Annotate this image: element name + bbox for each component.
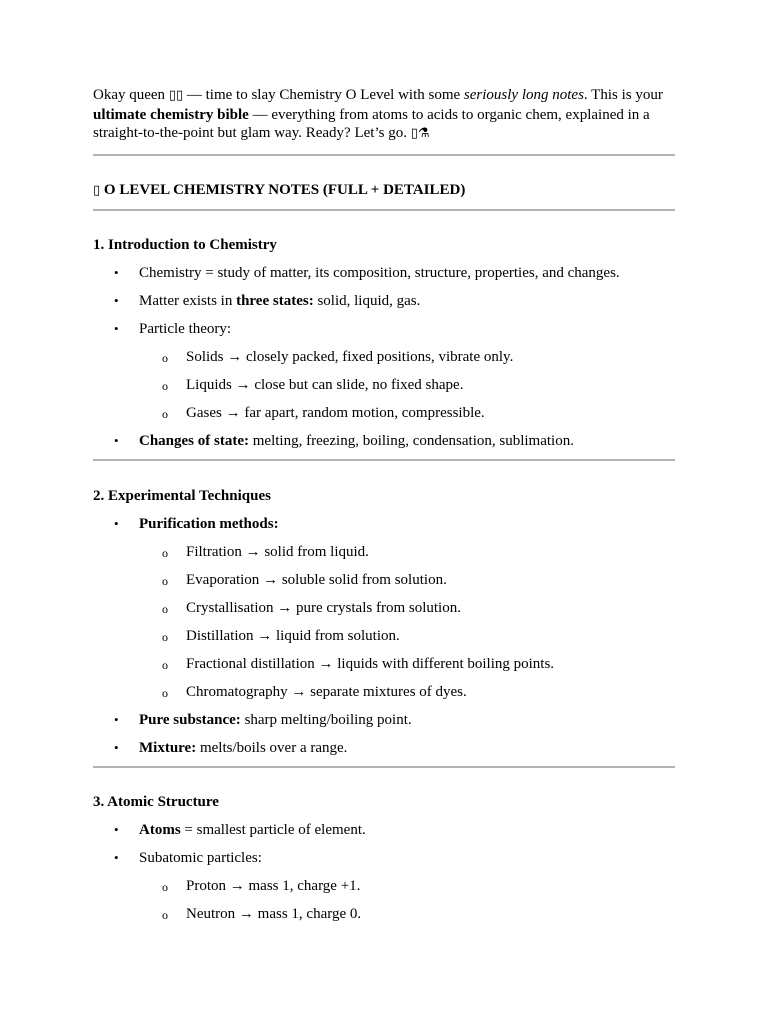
term: Solids [186,348,224,365]
intro-bold-text: ultimate chemistry bible [93,106,249,123]
intro-text: . This is your [583,87,663,103]
sub-list-item [93,877,675,895]
divider [93,766,675,768]
intro-text: — time to slay Chemistry O Level with some [183,87,464,103]
item-bold-text: Mixture: [139,739,197,756]
sub-bullet-icon: o [162,657,168,672]
sub-bullet-icon: o [162,879,168,894]
sub-list [139,543,675,701]
sub-list [139,877,675,923]
arrow-icon: → [235,376,251,393]
item-bold-text: Changes of state: [139,432,249,449]
term: Distillation [186,627,254,644]
list-item [93,515,675,701]
definition: far apart, random motion, compressible. [244,404,485,421]
arrow-icon: → [263,571,279,588]
term: Gases [186,404,222,421]
list-item [93,432,675,450]
list-item [93,711,675,729]
sub-list-item [93,543,675,561]
section-heading: 3. Atomic Structure [93,793,219,810]
intro-italic-text: seriously long notes [463,87,584,103]
document-page [93,86,675,923]
section-heading: 1. Introduction to Chemistry [93,236,277,253]
bullet-icon: • [114,515,119,531]
bullet-icon: • [114,739,119,755]
intro-paragraph [93,86,675,144]
arrow-icon: → [238,905,254,922]
bullet-icon: • [114,264,119,280]
sub-bullet-icon: o [162,406,168,421]
sub-list-item [93,348,675,366]
sub-bullet-icon: o [162,601,168,616]
sub-list-item [93,376,675,394]
item-text: melts/boils over a range. [196,739,348,756]
sub-list-item [93,599,675,617]
term: Chromatography [186,683,288,700]
sub-bullet-icon: o [162,907,168,922]
section-heading: 2. Experimental Techniques [93,487,271,504]
definition: close but can slide, no fixed shape. [254,376,464,393]
item-text: Matter exists in [139,292,237,309]
item-bold-text: Atoms [139,821,181,838]
term: Fractional distillation [186,655,315,672]
sub-bullet-icon: o [162,629,168,644]
item-text: sharp melting/boiling point. [240,711,412,728]
flask-emoji-icon: ▯⚗ [410,126,430,141]
term: Neutron [186,905,236,922]
definition: solid from liquid. [264,543,369,560]
arrow-icon: → [227,348,243,365]
item-bold-text: Pure substance: [139,711,241,728]
item-bold-text: Purification methods: [139,515,279,532]
definition: separate mixtures of dyes. [310,683,467,700]
doc-title-text: O LEVEL CHEMISTRY NOTES (FULL + DETAILED) [100,181,466,198]
term: Liquids [186,376,232,393]
definition: mass 1, charge +1. [248,877,361,894]
bullet-icon: • [114,292,119,308]
item-text: solid, liquid, gas. [313,292,421,309]
bullet-icon: • [114,821,119,837]
sub-list-item [93,627,675,645]
sub-bullet-icon: o [162,378,168,393]
arrow-icon: → [277,599,293,616]
sub-list [139,348,675,422]
arrow-icon: → [245,543,261,560]
sub-list-item [93,655,675,673]
term: Evaporation [186,571,260,588]
arrow-icon: → [229,877,245,894]
item-text: Chemistry = study of matter, its composition, structure, properties, and changes. [139,264,620,281]
intro-text: — everything from atoms to acids to organic chem, explained in a straight-to-the-point but glam way. Ready? Let’s go. [93,106,650,141]
sub-list-item [93,571,675,589]
item-text: Subatomic particles: [139,849,262,866]
definition: mass 1, charge 0. [257,905,362,922]
divider [93,154,675,156]
list-item [93,849,675,923]
arrow-icon: → [291,683,307,700]
sub-list-item [93,404,675,422]
definition: liquid from solution. [276,627,400,644]
definition: soluble solid from solution. [281,571,447,588]
sub-bullet-icon: o [162,685,168,700]
bullet-list [93,264,675,450]
sub-bullet-icon: o [162,545,168,560]
sub-bullet-icon: o [162,350,168,365]
term: Proton [186,877,227,894]
definition: closely packed, fixed positions, vibrate only. [246,348,514,365]
definition: liquids with different boiling points. [337,655,555,672]
bullet-icon: • [114,711,119,727]
bullet-list [93,515,675,757]
list-item [93,292,675,310]
missing-emoji-icon: ▯▯ [168,88,184,103]
bullet-list [93,821,675,923]
item-text: Particle theory: [139,320,232,337]
doc-title [93,181,675,200]
intro-text: Okay queen [93,87,169,103]
divider [93,209,675,211]
list-item [93,739,675,757]
list-item [93,821,675,839]
item-bold-text: three states: [236,292,314,309]
item-text: = smallest particle of element. [180,821,366,838]
bullet-icon: • [114,320,119,336]
item-text: melting, freezing, boiling, condensation, sublimation. [249,432,574,449]
term: Crystallisation [186,599,274,616]
arrow-icon: → [225,404,241,421]
sub-bullet-icon: o [162,573,168,588]
term: Filtration [186,543,242,560]
arrow-icon: → [318,655,334,672]
missing-emoji-icon: ▯ [93,182,101,198]
list-item [93,264,675,282]
definition: pure crystals from solution. [296,599,461,616]
sub-list-item [93,905,675,923]
arrow-icon: → [257,627,273,644]
sub-list-item [93,683,675,701]
list-item [93,320,675,422]
bullet-icon: • [114,432,119,448]
divider [93,459,675,461]
bullet-icon: • [114,849,119,865]
